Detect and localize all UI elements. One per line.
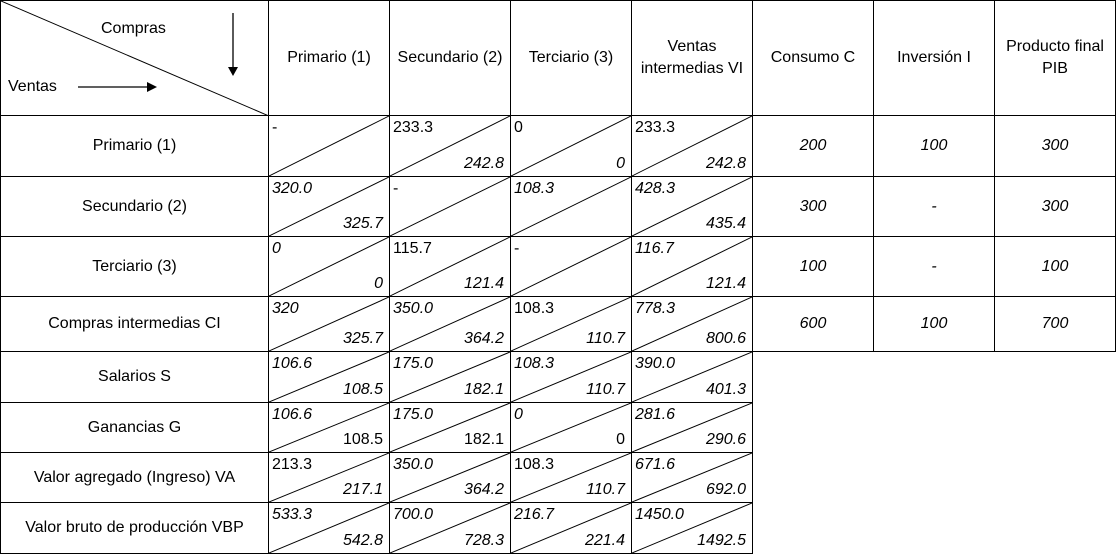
- base-value: 533.3: [272, 506, 313, 523]
- split-value-cell: [390, 297, 511, 352]
- adjusted-value: 121.4: [705, 275, 746, 292]
- base-value: 0: [514, 406, 523, 423]
- table-row: [1, 177, 1116, 237]
- empty-cell: [874, 403, 995, 453]
- adjusted-value: 435.4: [705, 215, 746, 232]
- column-header-line1: Ventas: [667, 38, 717, 55]
- base-value: 233.3: [393, 119, 434, 136]
- cell-diagonal-line: [511, 403, 631, 452]
- base-value: 116.7: [635, 240, 674, 257]
- adjusted-value: 364.2: [463, 330, 504, 347]
- column-header-0: [269, 1, 390, 116]
- base-value: 115.7: [393, 240, 432, 257]
- split-value-cell: [269, 177, 390, 237]
- split-value-cell: [511, 352, 632, 403]
- table-row: [1, 237, 1116, 297]
- row-label: Primario (1): [1, 116, 269, 177]
- split-value-cell: [269, 503, 390, 554]
- empty-cell: [995, 503, 1116, 554]
- empty-cell: [874, 453, 995, 503]
- table-row: [1, 453, 1116, 503]
- split-value-cell: [632, 352, 753, 403]
- adjusted-value: 110.7: [586, 381, 625, 398]
- corner-diagonal-arrows: [1, 1, 269, 116]
- corner-header-cell: [1, 1, 269, 116]
- split-value-cell: [632, 237, 753, 297]
- base-value: 213.3: [272, 456, 313, 473]
- row-label: Ganancias G: [1, 403, 269, 453]
- split-value-cell: [511, 453, 632, 503]
- column-header-line1: Inversión I: [897, 49, 971, 66]
- final-demand-cell: 100: [753, 237, 874, 297]
- split-value-cell: [511, 403, 632, 453]
- base-value: -: [514, 240, 520, 257]
- cell-diagonal-line: [269, 116, 389, 176]
- adjusted-value: 182.1: [463, 431, 504, 448]
- table-row: [1, 503, 1116, 554]
- base-value: -: [272, 119, 278, 136]
- row-label: Compras intermedias CI: [1, 297, 269, 352]
- adjusted-value: 110.7: [586, 481, 625, 498]
- column-header-line2: intermedias VI: [640, 60, 744, 77]
- split-value-cell: [390, 503, 511, 554]
- split-value-cell: [511, 237, 632, 297]
- base-value: 350.0: [393, 300, 434, 317]
- split-value-cell: [390, 352, 511, 403]
- split-value-cell: [632, 297, 753, 352]
- header-row: [1, 1, 1116, 116]
- final-demand-cell: 300: [753, 177, 874, 237]
- column-header-1: [390, 1, 511, 116]
- split-value-cell: [390, 403, 511, 453]
- cell-diagonal-line: [269, 237, 389, 296]
- base-value: 175.0: [393, 406, 434, 423]
- table-row: [1, 403, 1116, 453]
- base-value: 320.0: [272, 180, 313, 197]
- base-value: 106.6: [272, 406, 313, 423]
- base-value: 671.6: [635, 456, 676, 473]
- split-value-cell: [632, 503, 753, 554]
- adjusted-value: 325.7: [342, 330, 383, 347]
- base-value: 1450.0: [635, 506, 684, 523]
- column-header-line1: Consumo C: [770, 49, 856, 66]
- base-value: 700.0: [393, 506, 434, 523]
- final-demand-cell: 300: [995, 116, 1116, 177]
- ventas-label: Ventas: [8, 78, 57, 95]
- adjusted-value: 364.2: [463, 481, 504, 498]
- split-value-cell: [390, 237, 511, 297]
- empty-cell: [753, 403, 874, 453]
- adjusted-value: 325.7: [342, 215, 383, 232]
- final-demand-cell: 100: [874, 297, 995, 352]
- empty-cell: [995, 453, 1116, 503]
- cell-diagonal-line: [390, 177, 510, 236]
- table-row: [1, 297, 1116, 352]
- cell-diagonal-line: [511, 116, 631, 176]
- row-label: Valor agregado (Ingreso) VA: [1, 453, 269, 503]
- column-header-4: [753, 1, 874, 116]
- final-demand-cell: 100: [995, 237, 1116, 297]
- split-value-cell: [632, 116, 753, 177]
- column-header-line2: PIB: [1042, 60, 1068, 77]
- base-value: 778.3: [635, 300, 676, 317]
- column-header-6: [995, 1, 1116, 116]
- empty-cell: [995, 352, 1116, 403]
- empty-cell: [874, 503, 995, 554]
- split-value-cell: [632, 453, 753, 503]
- final-demand-cell: 200: [753, 116, 874, 177]
- adjusted-value: 1492.5: [697, 532, 746, 549]
- base-value: 350.0: [393, 456, 434, 473]
- row-label: Secundario (2): [1, 177, 269, 237]
- base-value: 0: [272, 240, 281, 257]
- adjusted-value: 108.5: [342, 431, 383, 448]
- column-header-5: [874, 1, 995, 116]
- row-label: Salarios S: [1, 352, 269, 403]
- split-value-cell: [269, 453, 390, 503]
- adjusted-value: 542.8: [342, 532, 383, 549]
- column-header-line1: Producto final: [1006, 38, 1104, 55]
- final-demand-cell: 600: [753, 297, 874, 352]
- adjusted-value: 0: [616, 155, 625, 172]
- base-value: 108.3: [514, 180, 555, 197]
- adjusted-value: 242.8: [705, 155, 746, 172]
- adjusted-value: 110.7: [586, 330, 625, 347]
- split-value-cell: [269, 116, 390, 177]
- column-header-3: [632, 1, 753, 116]
- split-value-cell: [511, 116, 632, 177]
- final-demand-cell: 100: [874, 116, 995, 177]
- adjusted-value: 401.3: [705, 381, 746, 398]
- base-value: 175.0: [393, 355, 434, 372]
- split-value-cell: [511, 297, 632, 352]
- adjusted-value: 290.6: [705, 431, 746, 448]
- final-demand-cell: 700: [995, 297, 1116, 352]
- empty-cell: [995, 403, 1116, 453]
- split-value-cell: [269, 297, 390, 352]
- empty-cell: [753, 503, 874, 554]
- row-label: Valor bruto de producción VBP: [1, 503, 269, 554]
- base-value: -: [393, 180, 399, 197]
- split-value-cell: [269, 237, 390, 297]
- adjusted-value: 182.1: [463, 381, 504, 398]
- adjusted-value: 0: [616, 431, 625, 448]
- adjusted-value: 0: [374, 275, 383, 292]
- base-value: 106.6: [272, 355, 313, 372]
- split-value-cell: [511, 177, 632, 237]
- base-value: 390.0: [635, 355, 676, 372]
- base-value: 108.3: [514, 456, 555, 473]
- split-value-cell: [390, 453, 511, 503]
- adjusted-value: 108.5: [342, 381, 383, 398]
- table-row: [1, 116, 1116, 177]
- base-value: 108.3: [514, 300, 555, 317]
- empty-cell: [753, 352, 874, 403]
- cell-diagonal-line: [511, 237, 631, 296]
- adjusted-value: 692.0: [705, 481, 746, 498]
- base-value: 233.3: [635, 119, 676, 136]
- split-value-cell: [269, 403, 390, 453]
- adjusted-value: 728.3: [463, 532, 504, 549]
- split-value-cell: [390, 177, 511, 237]
- column-header-line1: Terciario (3): [528, 49, 614, 66]
- split-value-cell: [390, 116, 511, 177]
- adjusted-value: 121.4: [463, 275, 504, 292]
- split-value-cell: [511, 503, 632, 554]
- adjusted-value: 217.1: [342, 481, 383, 498]
- base-value: 108.3: [514, 355, 555, 372]
- base-value: 320: [272, 300, 299, 317]
- base-value: 0: [514, 119, 523, 136]
- base-value: 281.6: [635, 406, 676, 423]
- split-value-cell: [269, 352, 390, 403]
- base-value: 216.7: [514, 506, 555, 523]
- final-demand-cell: -: [874, 237, 995, 297]
- row-label: Terciario (3): [1, 237, 269, 297]
- base-value: 428.3: [635, 180, 676, 197]
- adjusted-value: 800.6: [705, 330, 746, 347]
- table-row: [1, 352, 1116, 403]
- empty-cell: [753, 453, 874, 503]
- column-header-2: [511, 1, 632, 116]
- column-header-line1: Secundario (2): [397, 49, 503, 66]
- compras-label: Compras: [101, 20, 166, 37]
- adjusted-value: 221.4: [584, 532, 625, 549]
- empty-cell: [874, 352, 995, 403]
- split-value-cell: [632, 177, 753, 237]
- final-demand-cell: -: [874, 177, 995, 237]
- column-header-line1: Primario (1): [287, 49, 371, 66]
- final-demand-cell: 300: [995, 177, 1116, 237]
- split-value-cell: [632, 403, 753, 453]
- adjusted-value: 242.8: [463, 155, 504, 172]
